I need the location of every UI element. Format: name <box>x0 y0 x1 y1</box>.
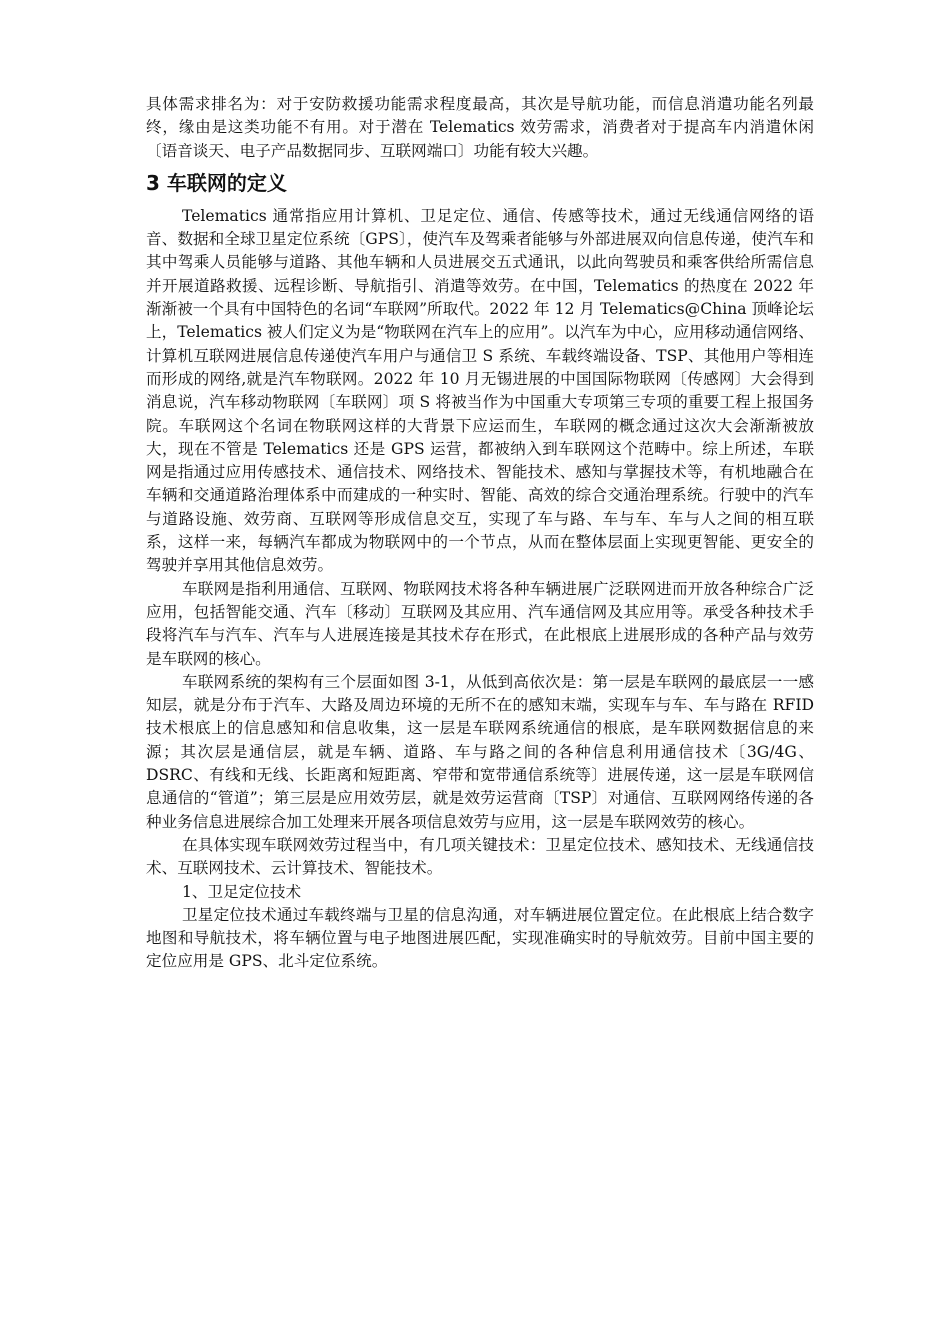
paragraph-key-technologies: 在具体实现车联网效劳过程当中，有几项关键技术：卫星定位技术、感知技术、无线通信技术、互联网技术、云计算技术、智能技术。 <box>146 835 814 878</box>
paragraph-satellite-positioning: 卫星定位技术通过车载终端与卫星的信息沟通，对车辆进展位置定位。在此根底上结合数字地图和导航技术，将车辆位置与电子地图进展匹配，实现准确实时的导航效劳。目前中国主要的定位应用是 GPS、北斗定位系统。 <box>146 905 814 971</box>
paragraph-telematics-continued: 上，Telematics 被人们定义为是“物联网在汽车上的应用”。以汽车为中心，应用移动通信网络、计算机互联网进展信息传递使汽车用户与通信卫 S 系统、车载终端设备、TSP、其他用户等相连而形成的网络,就是汽车物联网。2022 年 10 月无锡进展的中国国际物联网〔传感网〕大会得到消息说，汽车移动物联网〔车联网〕项 S 将被当作为中国重大专项第三专项的重要工程上报国务院。车联网这个名词在物联网这样的大背景下应运而生，车联网的概念通过这次大会渐渐被放大，现在不管是 Telematics 还是 GPS 运营，都被纳入到车联网这个范畴中。综上所述，车联网是指通过应用传感技术、通信技术、网络技术、智能技术、感知与掌握技术等，有机地融合在车辆和交通道路治理体系中而建成的一种实时、智能、高效的综合交通治理系统。行驶中的汽车与道路设施、效劳商、互联网等形成信息交互，实现了车与路、车与车、车与人之间的相互联系，这样一来，每辆汽车都成为物联网中的一个节点，从而在整体层面上实现更智能、更安全的驾驶并享用其他信息效劳。 <box>146 323 814 575</box>
paragraph-iov-applications: 车联网是指利用通信、互联网、物联网技术将各种车辆进展广泛联网进而开放各种综合广泛应用，包括智能交通、汽车〔移动〕互联网及其应用、汽车通信网及其应用等。承受各种技术手段将汽车与汽车、汽车与人进展连接是其技术存在形式，在此根底上进展形成的各种产品与效劳是车联网的核心。 <box>146 579 814 668</box>
intro-paragraph: 具体需求排名为：对于安防救援功能需求程度最高，其次是导航功能，而信息消遣功能名列最终，缘由是这类功能不有用。对于潜在 Telematics 效劳需求，消费者对于提高车内消遣休闲〔语音谈天、电子产品数据同步、互联网端口〕功能有较大兴趣。 <box>146 95 814 160</box>
section-heading: 3 车联网的定义 <box>146 170 287 195</box>
list-item-satellite-positioning: 1、卫足定位技术 <box>182 882 302 901</box>
document-page <box>146 93 814 974</box>
paragraph-telematics-definition: Telematics 通常指应用计算机、卫足定位、通信、传感等技术，通过无线通信网络的语音、数据和全球卫星定位系统〔GPS〕，使汽车及驾乘者能够与外部进展双向信息传递，使汽车和其中驾乘人员能够与道路、其他车辆和人员进展交五式通讯，以此向驾驶员和乘客供给所需信息并开展道路救援、远程诊断、导航指引、消遣等效劳。在中国，Telematics 的热度在 2022 年渐渐被一个具有中国特色的名词“车联网”所取代。2022 年 12 月 Telematics@China 顶峰论坛 <box>146 206 814 319</box>
paragraph-iov-architecture: 车联网系统的架构有三个层面如图 3-1，从低到高依次是：第一层是车联网的最底层一一感知层，就是分布于汽车、大路及周边环境的无所不在的感知末端，实现车与车、车与路在 RFID 技术根底上的信息感知和信息收集，这一层是车联网系统通信的根底，是车联网数据信息的来源；其次层是通信层，就是车辆、道路、车与路之间的各种信息利用通信技术〔3G/4G、DSRC、有线和无线、长距离和短距离、窄带和宽带通信系统等〕进展传递，这一层是车联网信息通信的“管道”；第三层是应用效劳层，就是效劳运营商〔TSP〕对通信、互联网网络传递的各种业务信息进展综合加工处理来开展各项信息效劳与应用，这一层是车联网效劳的核心。 <box>146 672 814 831</box>
